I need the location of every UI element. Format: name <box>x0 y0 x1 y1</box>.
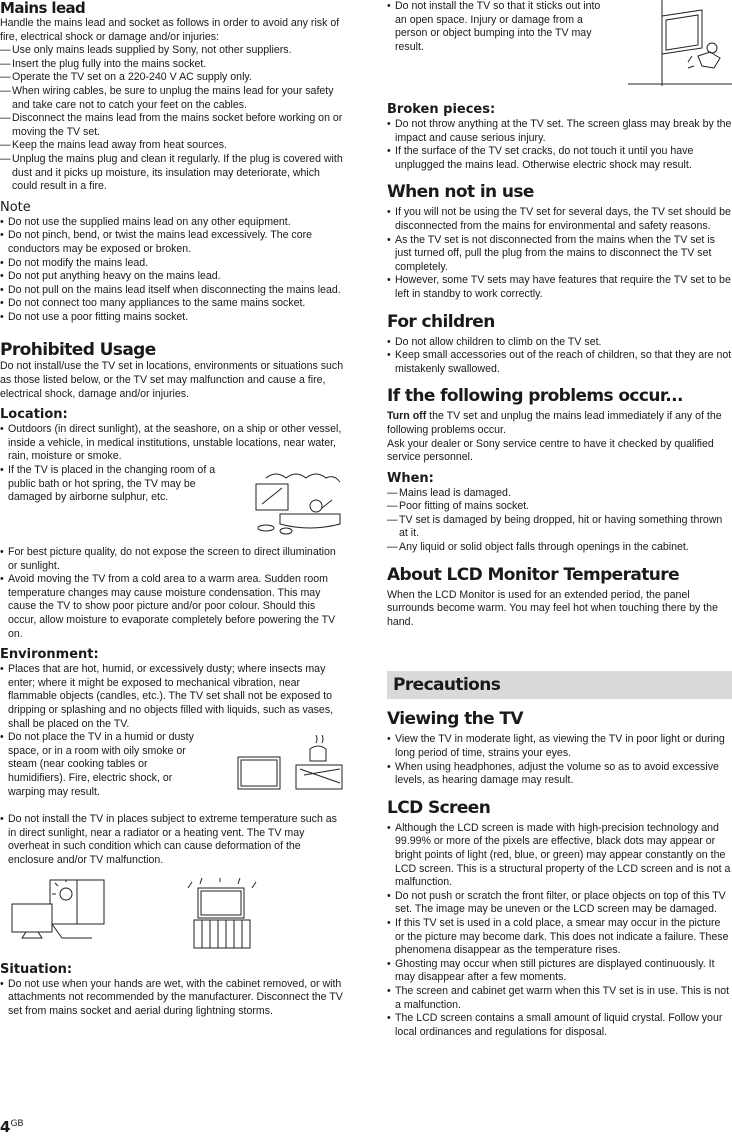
right-column <box>387 0 732 1039</box>
list-item: • For best picture quality, do not expose the screen to direct illumination or sunlight. <box>0 546 346 573</box>
list-item: • The screen and cabinet get warm when this TV set is in use. This is not a malfunction. <box>387 985 732 1012</box>
location-list <box>0 423 346 464</box>
list-item: — Any liquid or solid object falls through openings in the cabinet. <box>387 541 732 555</box>
list-item: • Do not install the TV so that it sticks out into an open space. Injury or damage from a person or object bumping into the TV may result. <box>387 0 615 54</box>
list-item: • If the surface of the TV set cracks, do not touch it until you have unplugged the mains lead. Otherwise electric shock may result. <box>387 145 732 172</box>
list-item: — Keep the mains lead away from heat sources. <box>0 139 346 153</box>
when-heading: When: <box>387 470 434 486</box>
list-item: • Do not install the TV in places subject to extreme temperature such as in direct sunlight, near a radiator or a heating vent. The TV may overheat in such condition which can cause deformation of the enclosure and/or TV malfunction. <box>0 813 346 867</box>
environment-list <box>0 663 346 731</box>
problems-heading: If the following problems occur... <box>387 386 683 407</box>
list-item: — Insert the plug fully into the mains socket. <box>0 58 346 72</box>
list-item: • Do not throw anything at the TV set. The screen glass may break by the impact and cause serious injury. <box>387 118 732 145</box>
note-list <box>0 216 346 325</box>
problems-intro <box>387 410 732 437</box>
problems-intro-text: the TV set and unplug the mains lead immediately if any of the following problems occur. <box>387 410 722 436</box>
location-heading: Location: <box>0 407 68 423</box>
list-item: — Disconnect the mains lead from the mains socket before working on or moving the TV set. <box>0 112 346 139</box>
situation-heading: Situation: <box>0 961 73 977</box>
mains-lead-list <box>0 44 346 194</box>
note-heading: Note <box>0 199 31 215</box>
list-item: • Keep small accessories out of the reach of children, so that they are not mistakenly swallowed. <box>387 349 732 376</box>
lcd-screen-heading: LCD Screen <box>387 797 491 818</box>
lcd-temperature-text: When the LCD Monitor is used for an extended period, the panel surrounds become warm. You may feel hot when touching there by the hand. <box>387 588 718 628</box>
when-not-in-use-list <box>387 206 732 301</box>
list-item: • Do not modify the mains lead. <box>0 257 346 271</box>
page-number <box>0 1118 24 1136</box>
turn-off-label: Turn off <box>387 410 427 423</box>
lcd-temperature-heading: About LCD Monitor Temperature <box>387 564 680 585</box>
list-item: — Unplug the mains plug and clean it regularly. If the plug is covered with dust and it picks up moisture, its insulation may deteriorate, which could result in a fire. <box>0 153 346 194</box>
mains-lead-intro: Handle the mains lead and socket as follows in order to avoid any risk of fire, electrical shock or damage and/or injuries: <box>0 17 340 43</box>
list-item: • Do not push or scratch the front filter, or place objects on top of this TV set. The image may be uneven or the LCD screen may be damaged. <box>387 890 732 917</box>
list-item: • Outdoors (in direct sunlight), at the seashore, on a ship or other vessel, inside a vehicle, in medical institutions, unstable locations, near water, rain, moisture or smoke. <box>0 423 346 464</box>
list-item: — TV set is damaged by being dropped, hit or having something thrown at it. <box>387 514 732 541</box>
broken-pieces-heading: Broken pieces: <box>387 102 496 117</box>
for-children-list <box>387 336 732 377</box>
list-item: — Poor fitting of mains socket. <box>387 500 732 514</box>
page-number-value: 4 <box>0 1118 11 1136</box>
viewing-tv-list <box>387 733 732 787</box>
list-item: — Use only mains leads supplied by Sony, not other suppliers. <box>0 44 346 58</box>
list-item: • Do not use when your hands are wet, with the cabinet removed, or with attachments not recommended by the manufacturer. Disconnect the TV set from mains socket and aerial during lightning storms. <box>0 978 346 1019</box>
list-item: • Do not pinch, bend, or twist the mains lead excessively. The core conductors may be exposed or broken. <box>0 229 346 256</box>
tv-sticking-out-illustration <box>628 0 732 88</box>
lcd-screen-list <box>387 822 732 1040</box>
precautions-title: Precautions <box>393 675 501 696</box>
list-item: • Do not allow children to climb on the TV set. <box>387 336 732 350</box>
list-item: • If you will not be using the TV set for several days, the TV set should be disconnected from the mains for environmental and safety reasons. <box>387 206 732 233</box>
list-item: • View the TV in moderate light, as viewing the TV in poor light or during long period of time, strains your eyes. <box>387 733 732 760</box>
sunlight-window-illustration <box>6 878 110 946</box>
list-item: • When using headphones, adjust the volume so as to avoid excessive levels, as hearing damage may result. <box>387 761 732 788</box>
precautions-banner <box>387 671 732 699</box>
bathroom-illustration <box>246 468 346 538</box>
list-item: • Do not use a poor fitting mains socket. <box>0 311 346 325</box>
list-item: • Do not place the TV in a humid or dusty space, or in a room with oily smoke or steam (near cooking tables or humidifiers). Fire, electric shock, or warping may result. <box>0 731 200 799</box>
problems-ask: Ask your dealer or Sony service centre to have it checked by qualified service personnel. <box>387 437 714 464</box>
viewing-tv-heading: Viewing the TV <box>387 709 523 730</box>
prohibited-usage-intro: Do not install/use the TV set in locations, environments or situations such as those listed below, or the TV set may malfunction and cause a fire, electrical shock, damage and/or injuries. <box>0 360 344 400</box>
list-item: • Do not put anything heavy on the mains lead. <box>0 270 346 284</box>
list-item: • Ghosting may occur when still pictures are displayed continuously. It may disappear after a few moments. <box>387 958 732 985</box>
list-item: • Do not connect too many appliances to the same mains socket. <box>0 297 346 311</box>
when-list <box>387 487 732 555</box>
list-item: • However, some TV sets may have features that require the TV set to be left in standby to work correctly. <box>387 274 732 301</box>
list-item: — Mains lead is damaged. <box>387 487 732 501</box>
kitchen-illustration <box>234 735 346 799</box>
prohibited-usage-heading: Prohibited Usage <box>0 340 156 361</box>
environment-list-more <box>0 813 346 867</box>
radiator-illustration <box>180 878 266 950</box>
list-item: • Although the LCD screen is made with high-precision technology and 99.99% or more of the pixels are effective, black dots may appear or bright points of light (red, blue, or green) may appear constantly on the LCD screen. This is a structural property of the LCD screen and is not a malfunction. <box>387 822 732 890</box>
environment-heading: Environment: <box>0 647 99 663</box>
list-item: • As the TV set is not disconnected from the mains when the TV set is just turned off, pull the plug from the mains to disconnect the TV set completely. <box>387 234 732 275</box>
mains-lead-heading: Mains lead <box>0 0 86 17</box>
location-list-more <box>0 546 346 641</box>
for-children-heading: For children <box>387 311 495 332</box>
list-item: • The LCD screen contains a small amount of liquid crystal. Follow your local ordinances and regulations for disposal. <box>387 1012 732 1039</box>
list-item: • Avoid moving the TV from a cold area to a warm area. Sudden room temperature changes may cause moisture condensation. This may cause the TV to show poor picture and/or poor colour. Should this occur, allow moisture to evaporate completely before powering the TV on. <box>0 573 346 641</box>
when-not-in-use-heading: When not in use <box>387 182 534 203</box>
list-item: • Places that are hot, humid, or excessively dusty; where insects may enter; where it might be exposed to mechanical vibration, near flammable objects (candles, etc.). The TV set shall not be exposed to dripping or splashing and no objects filled with liquids, such as vases, shall be placed on the TV. <box>0 663 346 731</box>
page-number-suffix: GB <box>10 1119 24 1129</box>
list-item: — When wiring cables, be sure to unplug the mains lead for your safety and take care not to catch your feet on the cables. <box>0 85 346 112</box>
list-item: — Operate the TV set on a 220-240 V AC supply only. <box>0 71 346 85</box>
list-item: • Do not pull on the mains lead itself when disconnecting the mains lead. <box>0 284 346 298</box>
list-item: • If the TV is placed in the changing room of a public bath or hot spring, the TV may be damaged by airborne sulphur, etc. <box>0 464 232 505</box>
left-column <box>0 0 346 1018</box>
list-item: • Do not use the supplied mains lead on any other equipment. <box>0 216 346 230</box>
broken-pieces-list <box>387 118 732 172</box>
list-item: • If this TV set is used in a cold place, a smear may occur in the picture or the picture may become dark. This does not indicate a failure. These phenomena disappear as the temperature rises. <box>387 917 732 958</box>
situation-list <box>0 978 346 1019</box>
